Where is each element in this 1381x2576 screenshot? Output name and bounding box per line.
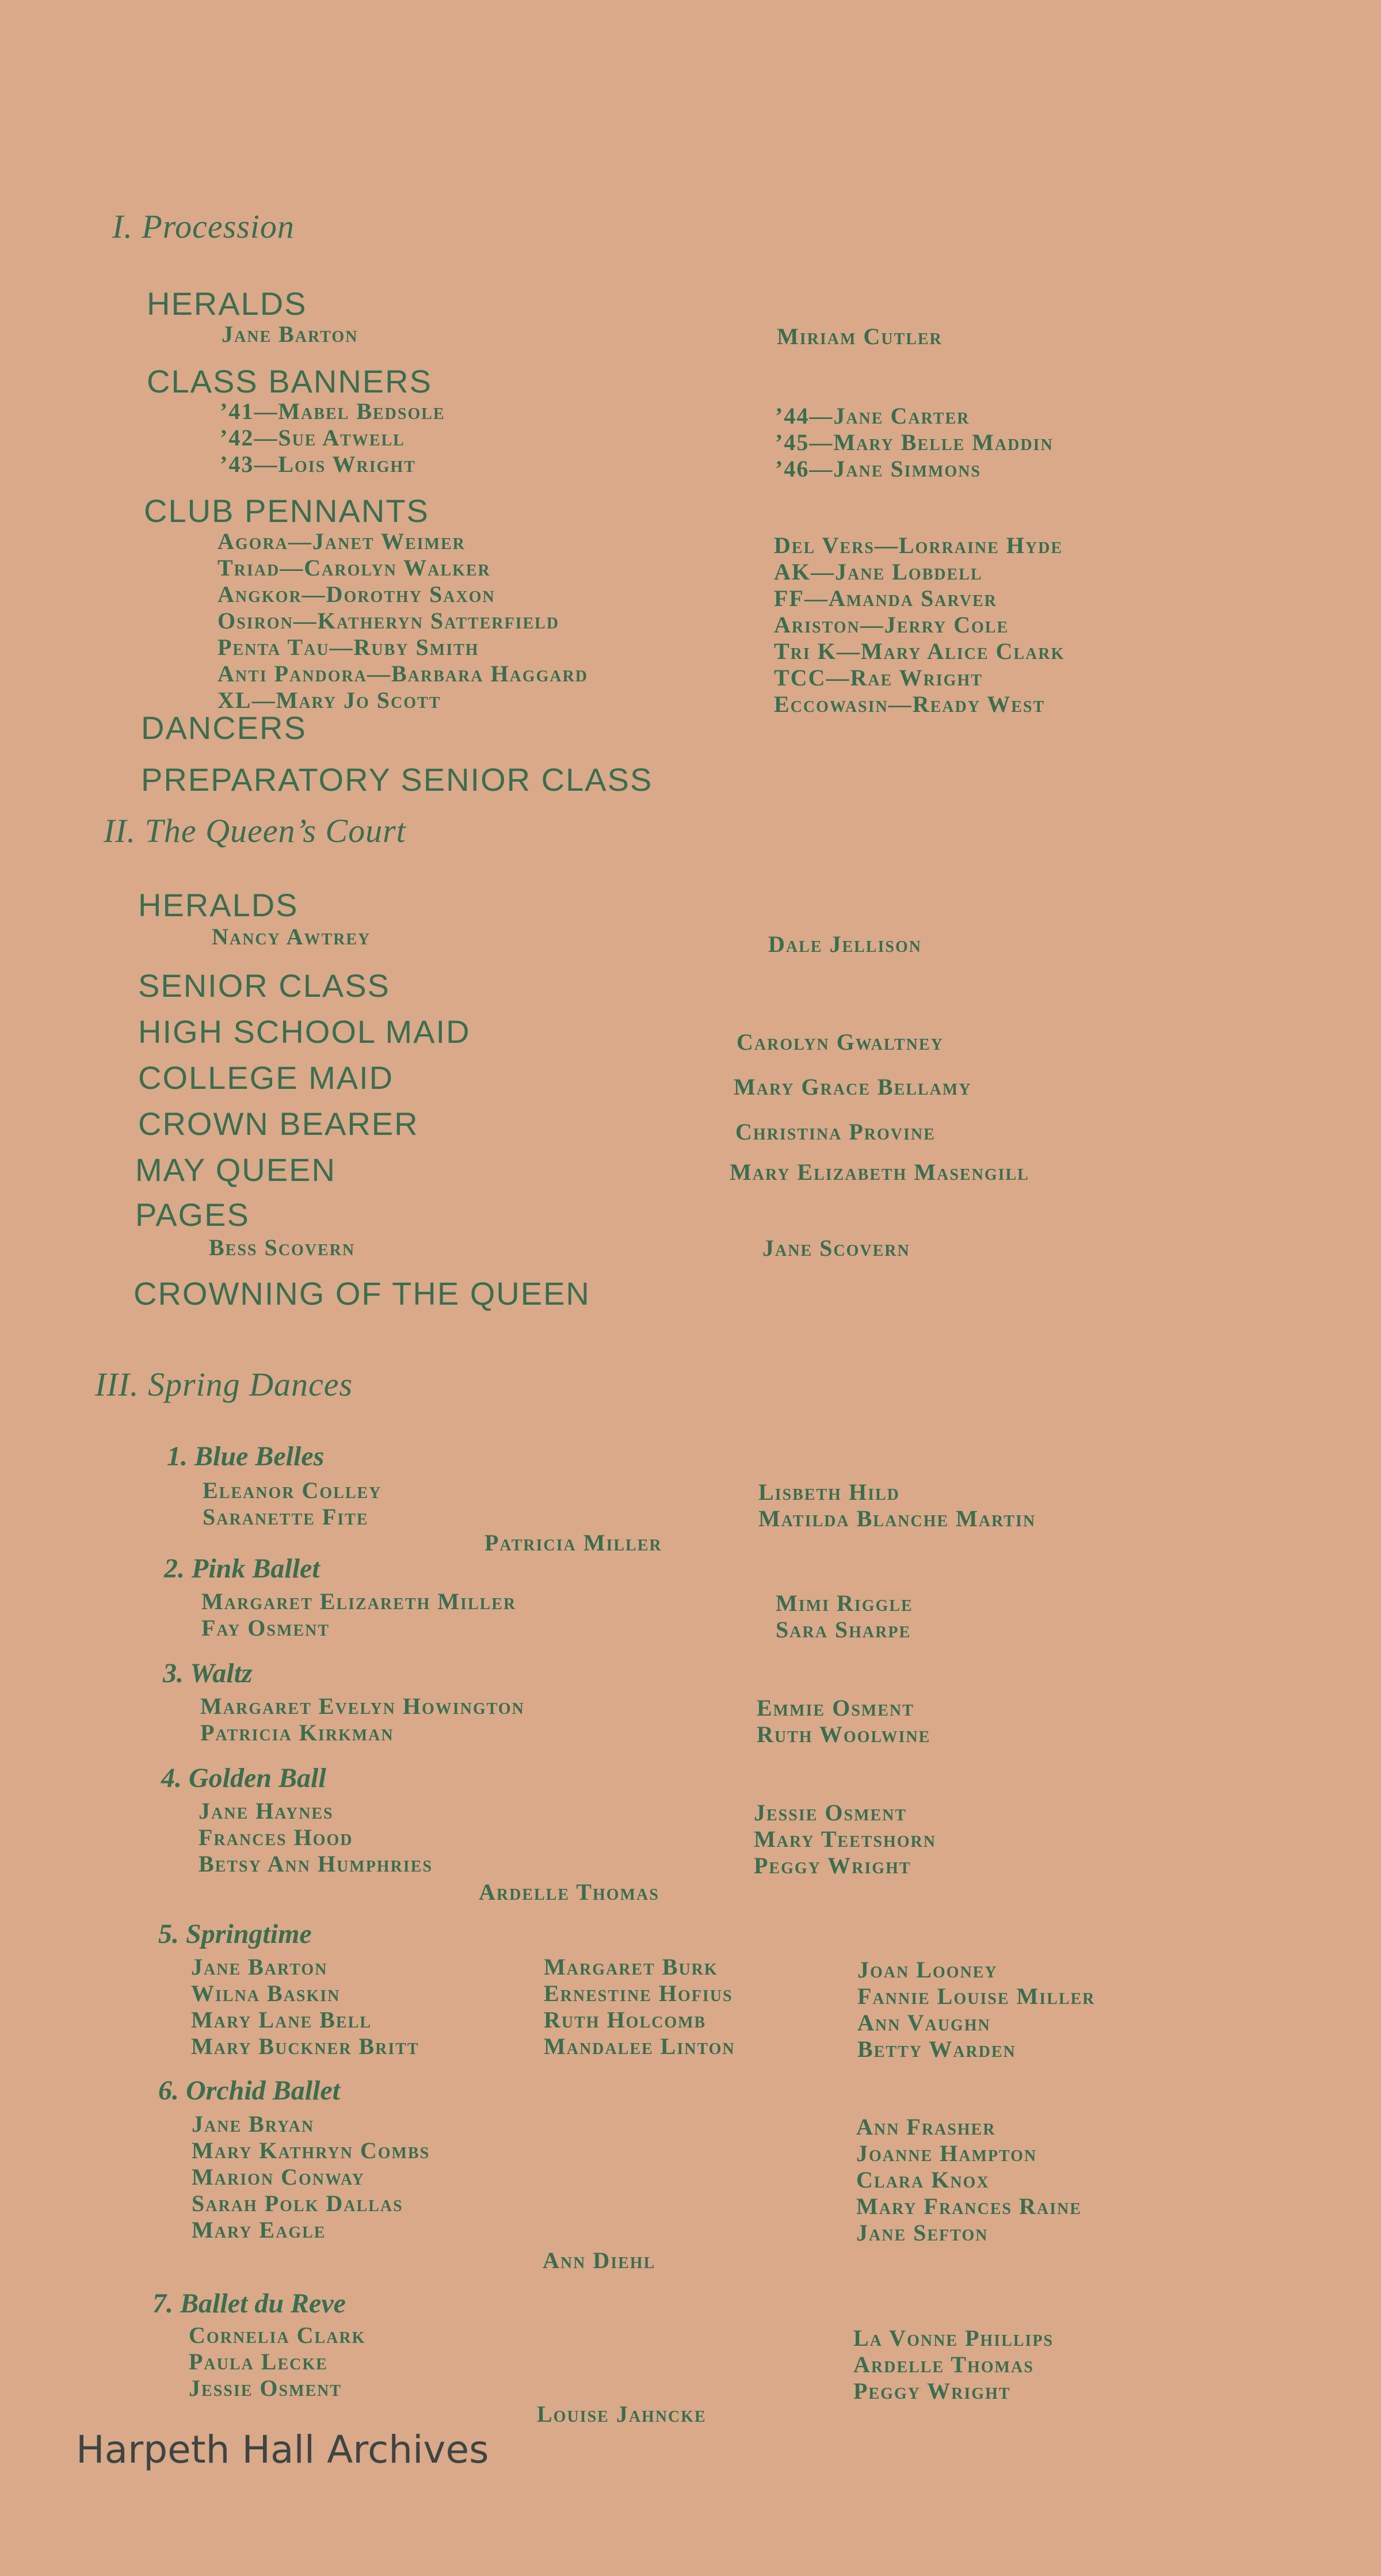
high-school-maid-name: Carolyn Gwaltney [737, 1029, 944, 1055]
list-item: ’42—Sue Atwell [220, 425, 405, 451]
section-title-court: II. The Queen’s Court [104, 812, 406, 849]
list-item: Mary Buckner Britt [191, 2033, 419, 2059]
list-item: Mary Eagle [192, 2217, 326, 2243]
list-item: Margaret Elizareth Miller [201, 1588, 517, 1614]
list-item: Anti Pandora—Barbara Haggard [218, 661, 589, 687]
list-item: Cornelia Clark [189, 2322, 366, 2348]
list-item: Jessie Osment [189, 2375, 342, 2401]
senior-class-heading: SENIOR CLASS [138, 967, 390, 1004]
list-item: Ann Frasher [856, 2114, 996, 2140]
blue-belles-left [203, 1477, 382, 1530]
list-item: Peggy Wright [853, 2378, 1011, 2404]
list-item: AK—Jane Lobdell [774, 559, 983, 585]
heralds-heading: HERALDS [147, 285, 307, 322]
springtime-middle [544, 1954, 735, 2060]
list-item: Ardelle Thomas [853, 2352, 1034, 2377]
list-item: Peggy Wright [754, 1853, 911, 1878]
club-pennants-heading: CLUB PENNANTS [144, 493, 429, 529]
list-item: Marion Conway [192, 2164, 365, 2190]
list-item: Agora—Janet Weimer [218, 528, 466, 554]
list-item: Wilna Baskin [191, 1980, 341, 2006]
list-item: Fannie Louise Miller [857, 1983, 1096, 2009]
list-item: Tri K—Mary Alice Clark [774, 638, 1065, 664]
list-item: Margaret Burk [544, 1954, 718, 1980]
springtime-right [857, 1957, 1095, 2063]
list-item: Sara Sharpe [776, 1617, 911, 1643]
page-left: Bess Scovern [209, 1234, 356, 1260]
dancers-heading: DANCERS [141, 710, 307, 746]
list-item: Patricia Kirkman [200, 1720, 394, 1746]
list-item: Betty Warden [857, 2036, 1016, 2062]
list-item: Del Vers—Lorraine Hyde [774, 532, 1063, 558]
list-item: Saranette Fite [203, 1504, 369, 1530]
preparatory-heading: PREPARATORY SENIOR CLASS [141, 761, 653, 798]
crown-bearer-name: Christina Provine [735, 1119, 936, 1145]
list-item: Ann Vaughn [857, 2010, 991, 2036]
college-maid-name: Mary Grace Bellamy [734, 1074, 972, 1100]
list-item: Osiron—Katheryn Satterfield [218, 608, 560, 634]
list-item: Triad—Carolyn Walker [218, 555, 491, 581]
list-item: Mimi Riggle [776, 1590, 913, 1616]
dance-title-golden-ball: 4. Golden Ball [161, 1763, 326, 1793]
dance-title-pink-ballet: 2. Pink Ballet [164, 1553, 320, 1584]
list-item: Ruth Woolwine [757, 1721, 931, 1747]
herald-left: Jane Barton [222, 321, 358, 347]
list-item: XL—Mary Jo Scott [218, 687, 441, 713]
waltz-left [200, 1693, 525, 1746]
dance-title-orchid-ballet: 6. Orchid Ballet [158, 2075, 341, 2106]
list-item: Frances Hood [199, 1824, 353, 1850]
pink-ballet-right [776, 1590, 913, 1643]
crown-bearer-heading: CROWN BEARER [138, 1106, 419, 1142]
list-item: Joanne Hampton [856, 2140, 1037, 2166]
list-item: Jessie Osment [754, 1800, 907, 1826]
dance-title-blue-belles: 1. Blue Belles [167, 1441, 325, 1472]
pages-heading: PAGES [135, 1196, 250, 1233]
list-item: Jane Bryan [192, 2111, 315, 2137]
blue-belles-right [758, 1479, 1036, 1532]
list-item: Jane Barton [191, 1954, 328, 1980]
class-banners-heading: CLASS BANNERS [147, 363, 432, 399]
orchid-ballet-center: Ann Diehl [543, 2247, 656, 2273]
list-item: ’41—Mabel Bedsole [220, 398, 445, 424]
list-item: Lisbeth Hild [758, 1479, 900, 1505]
list-item: ’45—Mary Belle Maddin [775, 429, 1054, 455]
high-school-maid-heading: HIGH SCHOOL MAID [138, 1013, 471, 1050]
section-title-dances: III. Spring Dances [95, 1366, 353, 1403]
list-item: Mary Frances Raine [856, 2193, 1082, 2219]
golden-ball-right [754, 1800, 936, 1879]
golden-ball-left [199, 1798, 433, 1877]
club-pennants-left [218, 528, 588, 714]
list-item: Paula Lecke [189, 2349, 328, 2375]
page-right: Jane Scovern [762, 1235, 910, 1261]
list-item: Ariston—Jerry Cole [774, 612, 1009, 638]
class-banners-right [775, 403, 1054, 482]
court-herald-right: Dale Jellison [768, 931, 922, 957]
blue-belles-center: Patricia Miller [485, 1530, 662, 1556]
crowning-heading: CROWNING OF THE QUEEN [133, 1275, 590, 1312]
club-pennants-right [774, 532, 1065, 718]
list-item: Matilda Blanche Martin [758, 1506, 1036, 1531]
golden-ball-center: Ardelle Thomas [479, 1879, 659, 1905]
springtime-left [191, 1954, 419, 2060]
list-item: Ernestine Hofius [544, 1980, 733, 2006]
dance-title-springtime: 5. Springtime [158, 1919, 312, 1949]
section-title-procession: I. Procession [112, 208, 295, 245]
court-heralds-heading: HERALDS [138, 887, 299, 923]
court-herald-left: Nancy Awtrey [212, 924, 371, 950]
ballet-du-reve-right [853, 2325, 1054, 2404]
ballet-du-reve-center: Louise Jahncke [537, 2401, 707, 2427]
list-item: TCC—Rae Wright [774, 665, 983, 691]
dance-title-waltz: 3. Waltz [163, 1658, 253, 1689]
list-item: Ruth Holcomb [544, 2007, 707, 2033]
list-item: Penta Tau—Ruby Smith [218, 634, 479, 660]
waltz-right [757, 1695, 930, 1748]
list-item: Clara Knox [856, 2167, 990, 2193]
pink-ballet-left [201, 1588, 516, 1641]
list-item: Mary Lane Bell [191, 2007, 372, 2033]
class-banners-left [220, 398, 445, 478]
list-item: Eleanor Colley [203, 1477, 382, 1503]
list-item: La Vonne Phillips [853, 2325, 1054, 2351]
list-item: Joan Looney [857, 1957, 998, 1983]
may-queen-heading: MAY QUEEN [135, 1152, 336, 1188]
may-queen-name: Mary Elizabeth Masengill [730, 1159, 1029, 1185]
list-item: Emmie Osment [757, 1695, 914, 1721]
orchid-ballet-right [856, 2114, 1082, 2246]
list-item: Sarah Polk Dallas [192, 2190, 403, 2216]
list-item: Mary Teetshorn [754, 1826, 936, 1852]
list-item: Jane Haynes [199, 1798, 334, 1824]
list-item: Jane Sefton [856, 2220, 989, 2246]
list-item: Eccowasin—Ready West [774, 691, 1046, 717]
dance-title-ballet-du-reve: 7. Ballet du Reve [152, 2288, 346, 2319]
list-item: ’44—Jane Carter [775, 403, 970, 429]
list-item: Betsy Ann Humphries [199, 1851, 433, 1877]
list-item: Mandalee Linton [544, 2033, 735, 2059]
archive-watermark: Harpeth Hall Archives [76, 2428, 489, 2472]
ballet-du-reve-left [189, 2322, 365, 2402]
list-item: ’46—Jane Simmons [775, 456, 982, 482]
list-item: FF—Amanda Sarver [774, 585, 997, 611]
list-item: Mary Kathryn Combs [192, 2137, 430, 2163]
list-item: Fay Osment [201, 1615, 330, 1641]
list-item: ’43—Lois Wright [220, 451, 416, 477]
list-item: Margaret Evelyn Howington [200, 1693, 525, 1719]
college-maid-heading: COLLEGE MAID [138, 1060, 394, 1096]
list-item: Angkor—Dorothy Saxon [218, 581, 495, 607]
herald-right: Miriam Cutler [777, 323, 943, 349]
orchid-ballet-left [192, 2111, 430, 2243]
